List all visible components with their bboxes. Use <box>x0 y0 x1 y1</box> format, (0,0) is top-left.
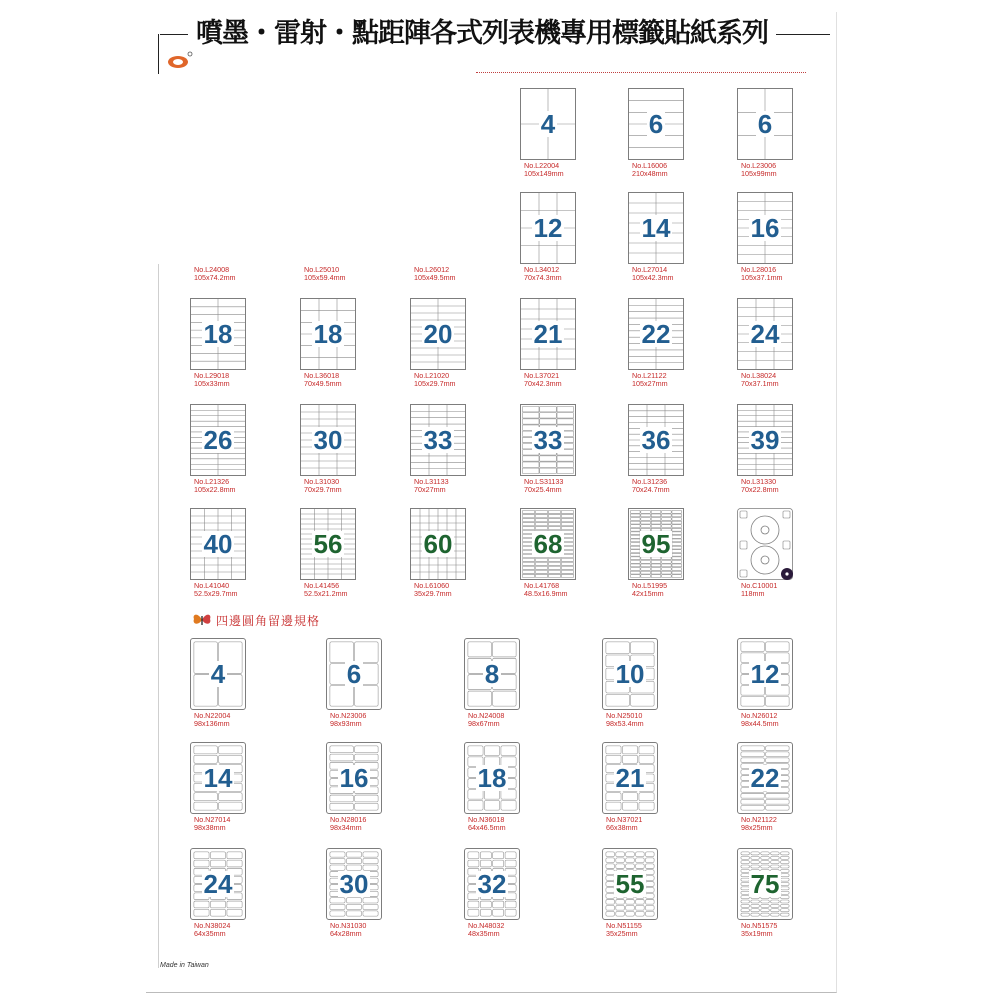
label-model-number: No.N48032 <box>468 921 505 930</box>
label-count <box>326 848 382 920</box>
label-model-number: No.L61060 <box>414 581 450 590</box>
label-count-text: 56 <box>313 529 343 559</box>
label-count <box>300 298 356 370</box>
label-caption <box>468 712 576 728</box>
label-count-text: 30 <box>339 869 369 899</box>
label-size: 52.5x29.7mm <box>194 589 238 598</box>
label-size: 105x29.7mm <box>414 379 456 388</box>
label-product-card <box>520 88 630 192</box>
label-count <box>410 298 466 370</box>
label-caption <box>330 816 438 832</box>
label-count-text: 10 <box>615 659 645 689</box>
label-product-card <box>410 508 520 612</box>
label-size: 35x19mm <box>741 929 773 938</box>
label-caption <box>194 922 302 938</box>
label-size: 105x27mm <box>632 379 668 388</box>
label-count-text: 33 <box>423 425 453 455</box>
label-size: 70x27mm <box>414 485 446 494</box>
label-count <box>520 298 576 370</box>
label-product-card <box>602 742 712 846</box>
label-model-number: No.N28016 <box>330 815 367 824</box>
label-model-number: No.L31133 <box>414 477 449 486</box>
label-count <box>190 742 246 814</box>
label-model-number: No.L28016 <box>741 265 777 274</box>
label-product-card <box>326 848 436 952</box>
label-size: 105x59.4mm <box>304 273 346 282</box>
label-model-number: No.N25010 <box>606 711 643 720</box>
label-model-number: No.N24008 <box>468 711 505 720</box>
label-size: 98x38mm <box>194 823 226 832</box>
label-caption <box>330 922 438 938</box>
label-count <box>464 848 520 920</box>
label-model-number: No.L31236 <box>632 477 668 486</box>
label-model-number: No.L37021 <box>524 371 560 380</box>
label-caption <box>194 478 302 494</box>
label-count <box>190 508 246 580</box>
label-size: 98x44.5mm <box>741 719 779 728</box>
label-count <box>464 742 520 814</box>
label-product-card <box>628 192 738 296</box>
cd-label-sheet-icon <box>737 508 793 580</box>
label-model-number: No.L26012 <box>414 265 450 274</box>
label-product-card <box>737 298 847 402</box>
label-product-card <box>190 848 300 952</box>
label-caption <box>632 582 740 598</box>
label-size: 105x33mm <box>194 379 230 388</box>
label-model-number: No.L41456 <box>304 581 340 590</box>
label-model-number: No.L21020 <box>414 371 450 380</box>
label-count-text: 21 <box>533 319 563 349</box>
label-caption <box>304 372 412 388</box>
label-caption <box>524 162 632 178</box>
label-product-card <box>464 848 574 952</box>
label-count-text: 68 <box>533 529 563 559</box>
label-product-card <box>737 508 847 612</box>
label-count-text: 20 <box>423 319 453 349</box>
label-product-card <box>602 638 712 742</box>
label-count-text: 75 <box>750 869 780 899</box>
label-count <box>520 88 576 160</box>
label-product-card <box>326 638 436 742</box>
label-product-card <box>190 508 300 612</box>
label-caption <box>524 266 632 282</box>
label-product-card <box>737 192 847 296</box>
label-size: 70x29.7mm <box>304 485 342 494</box>
label-model-number: No.L36018 <box>304 371 340 380</box>
label-count <box>737 848 793 920</box>
label-size: 70x49.5mm <box>304 379 342 388</box>
label-count-text: 12 <box>750 659 780 689</box>
label-caption <box>606 816 714 832</box>
label-product-card <box>190 192 300 296</box>
butterfly-icon <box>192 612 212 628</box>
label-caption <box>194 266 302 282</box>
label-count <box>602 638 658 710</box>
label-count-text: 55 <box>615 869 645 899</box>
label-caption <box>468 816 576 832</box>
label-count-text: 4 <box>540 109 556 139</box>
label-size: 105x22.8mm <box>194 485 236 494</box>
label-product-card <box>602 848 712 952</box>
section-rounded-label: 四邊圓角留邊規格 <box>216 613 321 628</box>
label-model-number: No.LS31133 <box>524 477 564 486</box>
label-count <box>628 88 684 160</box>
label-product-card <box>737 404 847 508</box>
label-caption <box>741 266 849 282</box>
label-caption <box>606 712 714 728</box>
label-model-number: No.L16006 <box>632 161 668 170</box>
label-count <box>737 742 793 814</box>
label-size: 42x15mm <box>632 589 664 598</box>
label-caption <box>741 478 849 494</box>
label-product-card <box>737 88 847 192</box>
label-size: 48x35mm <box>468 929 500 938</box>
label-product-card <box>300 508 410 612</box>
label-size: 210x48mm <box>632 169 668 178</box>
label-size: 105x42.3mm <box>632 273 674 282</box>
label-size: 64x28mm <box>330 929 362 938</box>
label-count-text: 14 <box>641 213 671 243</box>
label-count <box>190 848 246 920</box>
label-caption <box>194 582 302 598</box>
label-model-number: No.N21122 <box>741 815 777 824</box>
label-size: 98x25mm <box>741 823 773 832</box>
label-model-number: No.L34012 <box>524 265 560 274</box>
label-count-text: 18 <box>203 319 233 349</box>
label-model-number: No.N31030 <box>330 921 367 930</box>
label-count <box>410 404 466 476</box>
label-count-text: 4 <box>210 659 226 689</box>
label-count <box>737 88 793 160</box>
label-model-number: No.L25010 <box>304 265 340 274</box>
label-caption <box>632 372 740 388</box>
label-count <box>190 404 246 476</box>
label-count-text: 8 <box>484 659 500 689</box>
dotted-separator <box>476 72 806 73</box>
label-count-text: 14 <box>203 763 233 793</box>
label-product-card <box>190 298 300 402</box>
label-model-number: No.N37021 <box>606 815 643 824</box>
label-count <box>300 508 356 580</box>
label-count <box>410 508 466 580</box>
label-caption <box>304 478 412 494</box>
label-model-number: No.L21326 <box>194 477 230 486</box>
label-model-number: No.L22004 <box>524 161 560 170</box>
label-product-card <box>464 638 574 742</box>
label-count-text: 26 <box>203 425 233 455</box>
label-model-number: No.L31030 <box>304 477 340 486</box>
label-size: 70x37.1mm <box>741 379 779 388</box>
label-count <box>737 404 793 476</box>
label-caption <box>194 372 302 388</box>
label-caption <box>524 478 632 494</box>
label-size: 48.5x16.9mm <box>524 589 568 598</box>
label-model-number: No.L51995 <box>632 581 668 590</box>
label-size: 35x29.7mm <box>414 589 452 598</box>
label-product-card <box>737 848 847 952</box>
label-count-text: 24 <box>750 319 780 349</box>
label-model-number: No.N27014 <box>194 815 231 824</box>
label-caption <box>524 582 632 598</box>
label-caption <box>468 922 576 938</box>
label-count-text: 60 <box>423 529 453 559</box>
label-model-number: No.N36018 <box>468 815 505 824</box>
label-size: 98x53.4mm <box>606 719 644 728</box>
label-model-number: No.L24008 <box>194 265 230 274</box>
label-model-number: No.L41768 <box>524 581 560 590</box>
label-product-card <box>628 404 738 508</box>
label-product-card <box>190 638 300 742</box>
label-caption <box>741 816 849 832</box>
label-size: 98x67mm <box>468 719 500 728</box>
label-size: 64x35mm <box>194 929 226 938</box>
label-product-card <box>628 88 738 192</box>
label-size: 70x25.4mm <box>524 485 562 494</box>
label-count <box>628 404 684 476</box>
label-size: 98x34mm <box>330 823 362 832</box>
label-model-number: No.N51575 <box>741 921 778 930</box>
label-product-card <box>628 508 738 612</box>
label-count <box>737 638 793 710</box>
label-caption <box>304 266 412 282</box>
left-border-tick <box>158 34 159 74</box>
label-caption <box>741 162 849 178</box>
label-count-text: 22 <box>641 319 671 349</box>
label-model-number: No.N38024 <box>194 921 231 930</box>
label-model-number: No.L31330 <box>741 477 777 486</box>
label-count <box>628 508 684 580</box>
label-count <box>190 638 246 710</box>
label-size: 70x22.8mm <box>741 485 779 494</box>
label-product-card <box>190 404 300 508</box>
label-size: 35x25mm <box>606 929 638 938</box>
label-caption <box>632 266 740 282</box>
made-in-label: Made in Taiwan <box>160 962 209 969</box>
label-product-card <box>520 192 630 296</box>
label-product-card <box>410 404 520 508</box>
label-count <box>300 404 356 476</box>
label-count <box>520 404 576 476</box>
label-size: 105x74.2mm <box>194 273 236 282</box>
label-product-card <box>326 742 436 846</box>
label-count-text: 6 <box>757 109 773 139</box>
label-caption <box>194 816 302 832</box>
label-caption <box>741 582 849 598</box>
label-count-text: 21 <box>615 763 645 793</box>
brand-logo-icon <box>166 48 196 70</box>
label-count-text: 40 <box>203 529 233 559</box>
label-caption <box>524 372 632 388</box>
label-count-text: 39 <box>750 425 780 455</box>
label-model-number: No.N23006 <box>330 711 367 720</box>
label-count <box>628 192 684 264</box>
label-product-card <box>300 404 410 508</box>
label-caption <box>414 582 522 598</box>
label-count <box>602 742 658 814</box>
label-model-number: No.L23006 <box>741 161 777 170</box>
label-size: 105x37.1mm <box>741 273 783 282</box>
label-product-card <box>737 742 847 846</box>
label-size: 105x49.5mm <box>414 273 456 282</box>
label-count-text: 16 <box>750 213 780 243</box>
label-size: 52.5x21.2mm <box>304 589 348 598</box>
label-model-number: No.L41040 <box>194 581 230 590</box>
label-size: 105x99mm <box>741 169 777 178</box>
label-product-card <box>410 192 520 296</box>
label-count-text: 95 <box>641 529 671 559</box>
label-count-text: 32 <box>477 869 507 899</box>
label-count-text: 30 <box>313 425 343 455</box>
label-size: 105x149mm <box>524 169 564 178</box>
label-count <box>602 848 658 920</box>
label-product-card <box>300 298 410 402</box>
label-count <box>326 742 382 814</box>
label-caption <box>632 478 740 494</box>
label-caption <box>414 266 522 282</box>
label-caption <box>304 582 412 598</box>
label-product-card <box>520 508 630 612</box>
label-count <box>520 192 576 264</box>
label-count <box>737 192 793 264</box>
label-caption <box>194 712 302 728</box>
label-caption <box>414 478 522 494</box>
label-model-number: No.C10001 <box>741 581 778 590</box>
label-count-text: 33 <box>533 425 563 455</box>
label-model-number: No.N26012 <box>741 711 778 720</box>
label-count-text: 12 <box>533 213 563 243</box>
label-size: 98x93mm <box>330 719 362 728</box>
label-model-number: No.N51155 <box>606 921 642 930</box>
label-caption <box>330 712 438 728</box>
label-product-card <box>300 192 410 296</box>
label-count-text: 18 <box>477 763 507 793</box>
label-count-text: 36 <box>641 425 671 455</box>
page-title: 噴墨・雷射・點距陣各式列表機專用標籤貼紙系列 <box>188 14 776 54</box>
label-caption <box>632 162 740 178</box>
label-count <box>326 638 382 710</box>
label-count <box>628 298 684 370</box>
section-rounded-heading <box>192 612 320 628</box>
label-model-number: No.N22004 <box>194 711 231 720</box>
label-count <box>520 508 576 580</box>
label-product-card <box>464 742 574 846</box>
label-caption <box>606 922 714 938</box>
label-count <box>464 638 520 710</box>
label-count-text: 18 <box>313 319 343 349</box>
label-product-card <box>520 298 630 402</box>
label-product-card <box>520 404 630 508</box>
label-count-text: 6 <box>346 659 362 689</box>
label-size: 70x42.3mm <box>524 379 562 388</box>
label-caption <box>741 372 849 388</box>
label-model-number: No.L29018 <box>194 371 230 380</box>
label-caption <box>414 372 522 388</box>
label-model-number: No.L27014 <box>632 265 668 274</box>
label-product-card <box>628 298 738 402</box>
label-count <box>737 298 793 370</box>
label-caption <box>741 712 849 728</box>
label-count-text: 16 <box>339 763 369 793</box>
label-size: 66x38mm <box>606 823 638 832</box>
label-product-card <box>410 298 520 402</box>
sheet-edge-line <box>158 264 167 968</box>
label-count-text: 24 <box>203 869 233 899</box>
label-product-card <box>737 638 847 742</box>
label-model-number: No.L38024 <box>741 371 777 380</box>
label-size: 64x46.5mm <box>468 823 506 832</box>
label-count <box>190 298 246 370</box>
label-count-text: 6 <box>648 109 664 139</box>
label-size: 70x24.7mm <box>632 485 670 494</box>
label-size: 70x74.3mm <box>524 273 562 282</box>
label-count-text: 22 <box>750 763 780 793</box>
label-model-number: No.L21122 <box>632 371 667 380</box>
label-product-card <box>190 742 300 846</box>
label-size: 118mm <box>741 589 765 598</box>
label-size: 98x136mm <box>194 719 230 728</box>
label-caption <box>741 922 849 938</box>
